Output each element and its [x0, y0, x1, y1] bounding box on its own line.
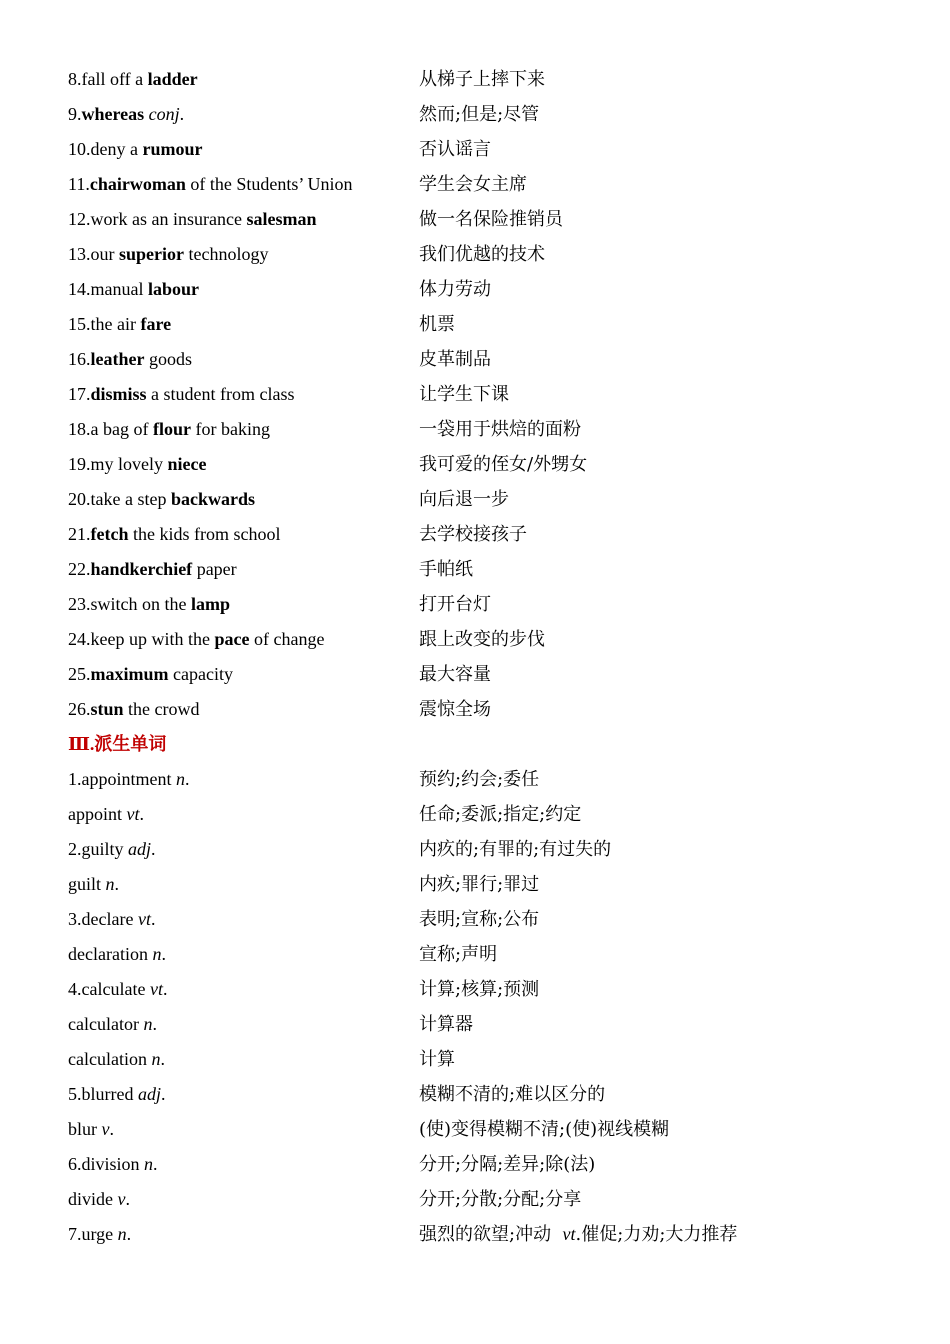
phrase-chinese: 打开台灯	[419, 594, 491, 615]
phrase-english	[68, 692, 200, 727]
part-of-speech: n	[151, 1049, 161, 1069]
vocabulary-list	[68, 62, 898, 1252]
part-of-speech: n	[143, 1014, 153, 1034]
item-number: 19.	[68, 454, 91, 474]
key-word: fare	[140, 314, 172, 334]
derivative-chinese	[419, 867, 539, 902]
phrase-row	[68, 307, 898, 342]
word-text: 3.declare	[68, 909, 138, 929]
phrase-text: the air	[90, 314, 141, 334]
key-word: whereas	[81, 104, 145, 124]
phrase-chinese: 否认谣言	[419, 139, 491, 160]
phrase-row	[68, 447, 898, 482]
pos-period: .	[150, 909, 156, 929]
part-of-speech: v	[101, 1119, 110, 1139]
meaning-text: 计算器	[419, 1014, 473, 1035]
phrase-text: technology	[184, 244, 269, 264]
part-of-speech: vt	[149, 979, 163, 999]
phrase-row	[68, 342, 898, 377]
key-word: handkerchief	[90, 559, 193, 579]
part-of-speech: n	[175, 769, 185, 789]
phrase-text: our	[90, 244, 119, 264]
derivative-chinese	[419, 1217, 737, 1252]
key-word: lamp	[191, 594, 231, 614]
derivative-row	[68, 1042, 898, 1077]
part-of-speech: n	[105, 874, 115, 894]
word-text: declaration	[68, 944, 153, 964]
derivative-english	[68, 1217, 131, 1252]
derivative-row	[68, 832, 898, 867]
phrase-row	[68, 132, 898, 167]
phrase-english	[68, 552, 237, 587]
phrase-chinese: 然而;但是;尽管	[419, 104, 540, 125]
phrase-english	[68, 132, 202, 167]
derivative-chinese	[419, 762, 539, 797]
phrase-text: manual	[90, 279, 148, 299]
phrase-row	[68, 237, 898, 272]
phrase-row	[68, 482, 898, 517]
item-number: 12.	[68, 209, 91, 229]
item-number: 16.	[68, 349, 91, 369]
key-word: leather	[90, 349, 145, 369]
meaning-text: 计算	[419, 1049, 455, 1070]
phrase-row	[68, 167, 898, 202]
item-number: 14.	[68, 279, 91, 299]
key-word: pace	[214, 629, 250, 649]
phrase-chinese: 手帕纸	[419, 559, 473, 580]
phrase-english	[68, 97, 184, 132]
pos-period: .	[161, 1084, 166, 1104]
derivative-english	[68, 832, 156, 867]
meaning-text: (使)变得模糊不清;(使)视线模糊	[419, 1119, 670, 1140]
derivative-row	[68, 1007, 898, 1042]
derivative-chinese	[419, 937, 497, 972]
phrase-text: keep up with the	[90, 629, 215, 649]
item-number: 25.	[68, 664, 91, 684]
phrase-english	[68, 657, 233, 692]
item-number: 24.	[68, 629, 91, 649]
phrase-row	[68, 657, 898, 692]
pos-period: .	[153, 1154, 158, 1174]
word-text: 5.blurred	[68, 1084, 138, 1104]
word-text: guilt	[68, 874, 106, 894]
derivative-row	[68, 1147, 898, 1182]
derivative-row	[68, 797, 898, 832]
item-number: 23.	[68, 594, 91, 614]
pos-period: .	[160, 1049, 165, 1069]
phrase-english	[68, 342, 192, 377]
key-word: ladder	[147, 69, 198, 89]
phrase-chinese: 最大容量	[419, 664, 491, 685]
phrase-text: goods	[144, 349, 192, 369]
pos-period: .	[139, 804, 144, 824]
derivative-row	[68, 972, 898, 1007]
phrase-text: switch on the	[90, 594, 191, 614]
derivative-english	[68, 1182, 130, 1217]
derivative-chinese	[419, 902, 539, 937]
pos-period: .	[125, 1189, 130, 1209]
part-of-speech: adj	[128, 839, 152, 859]
pos-period: .	[161, 944, 166, 964]
phrase-chinese: 体力劳动	[419, 279, 491, 300]
meaning-text: 分开;分散;分配;分享	[419, 1189, 582, 1210]
key-word: niece	[167, 454, 207, 474]
derivative-chinese	[419, 1112, 669, 1147]
section-number: Ⅲ.	[68, 734, 95, 754]
key-word: fetch	[90, 524, 129, 544]
phrase-chinese: 跟上改变的步伐	[419, 629, 545, 650]
part-of-speech: adj	[137, 1084, 161, 1104]
item-number: 8.	[68, 69, 82, 89]
item-number: 21.	[68, 524, 91, 544]
word-text: 2.guilty	[68, 839, 129, 859]
derivative-row	[68, 1112, 898, 1147]
phrase-chinese: 皮革制品	[419, 349, 491, 370]
phrase-row	[68, 692, 898, 727]
derivative-english	[68, 902, 155, 937]
phrase-english	[68, 202, 316, 237]
phrase-english	[68, 482, 255, 517]
section-heading	[68, 727, 898, 762]
phrase-chinese: 从梯子上摔下来	[419, 69, 545, 90]
key-word: dismiss	[90, 384, 147, 404]
phrase-row	[68, 97, 898, 132]
pos-period: .	[162, 979, 168, 999]
derivative-english	[68, 1007, 157, 1042]
derivative-row	[68, 762, 898, 797]
derivative-chinese	[419, 972, 539, 1007]
phrase-row	[68, 622, 898, 657]
section-title: 派生单词	[94, 734, 167, 754]
item-number: 18.	[68, 419, 91, 439]
phrase-english	[68, 447, 206, 482]
item-number: 20.	[68, 489, 91, 509]
derivative-english	[68, 762, 189, 797]
meaning-text: 分开;分隔;差异;除(法)	[419, 1154, 596, 1175]
phrase-chinese: 去学校接孩子	[419, 524, 527, 545]
derivative-chinese	[419, 797, 581, 832]
derivative-chinese	[419, 832, 611, 867]
derivative-chinese	[419, 1077, 605, 1112]
key-word: chairwoman	[89, 174, 186, 194]
derivative-row	[68, 1217, 898, 1252]
word-text: blur	[68, 1119, 102, 1139]
item-number: 26.	[68, 699, 91, 719]
phrase-row	[68, 412, 898, 447]
part-of-speech: vt	[137, 909, 151, 929]
phrase-text: my lovely	[90, 454, 168, 474]
key-word: superior	[119, 244, 184, 264]
phrase-english	[68, 272, 199, 307]
meaning-text: 宣称;声明	[419, 944, 498, 965]
phrase-text: deny a	[90, 139, 143, 159]
phrase-chinese: 一袋用于烘焙的面粉	[419, 419, 581, 440]
phrase-text: for baking	[190, 419, 270, 439]
derivative-row	[68, 1077, 898, 1112]
phrase-row	[68, 552, 898, 587]
item-number: 10.	[68, 139, 91, 159]
part-of-speech: n	[144, 1154, 154, 1174]
phrase-text: capacity	[168, 664, 233, 684]
derivative-english	[68, 867, 119, 902]
part-of-speech: n	[117, 1224, 127, 1244]
pos-period: .	[114, 874, 120, 894]
derivative-english	[68, 1112, 114, 1147]
phrase-text: fall off a	[81, 69, 148, 89]
phrase-chinese: 我可爱的侄女/外甥女	[419, 454, 588, 475]
meaning-text: 表明;宣称;公布	[419, 909, 540, 930]
meaning-text: 模糊不清的;难以区分的	[419, 1084, 606, 1105]
word-text: 7.urge	[68, 1224, 118, 1244]
derivative-chinese	[419, 1147, 595, 1182]
item-number: 22.	[68, 559, 91, 579]
phrase-english	[68, 412, 270, 447]
item-number: 15.	[68, 314, 91, 334]
phrase-english	[68, 167, 353, 202]
derivative-chinese	[419, 1042, 455, 1077]
phrase-text: take a step	[90, 489, 171, 509]
phrase-text: the crowd	[123, 699, 200, 719]
derivative-english	[68, 972, 167, 1007]
meaning-text: 任命;委派;指定;约定	[419, 804, 582, 825]
derivative-english	[68, 1042, 165, 1077]
derivative-english	[68, 1147, 158, 1182]
item-number: 17.	[68, 384, 91, 404]
phrase-text: work as an insurance	[90, 209, 247, 229]
word-text: 1.appointment	[68, 769, 176, 789]
word-text: calculator	[68, 1014, 144, 1034]
key-word: rumour	[142, 139, 203, 159]
word-text: appoint	[68, 804, 127, 824]
part-of-speech: v	[117, 1189, 126, 1209]
key-word: salesman	[246, 209, 317, 229]
phrase-row	[68, 272, 898, 307]
phrase-english	[68, 237, 268, 272]
derivative-row	[68, 937, 898, 972]
phrase-row	[68, 62, 898, 97]
word-text: calculation	[68, 1049, 152, 1069]
word-text: 4.calculate	[68, 979, 150, 999]
key-word: backwards	[170, 489, 255, 509]
phrase-english	[68, 587, 230, 622]
phrase-chinese: 向后退一步	[419, 489, 509, 510]
phrase-text: a student from class	[146, 384, 295, 404]
pos-period: .	[179, 104, 185, 124]
part-of-speech: conj	[148, 104, 180, 124]
phrase-chinese: 做一名保险推销员	[419, 209, 563, 230]
derivative-chinese	[419, 1007, 473, 1042]
key-word: flour	[152, 419, 191, 439]
phrase-chinese: 机票	[419, 314, 455, 335]
part-of-speech: n	[152, 944, 162, 964]
phrase-row	[68, 202, 898, 237]
key-word: labour	[147, 279, 199, 299]
phrase-english	[68, 307, 171, 342]
key-word: maximum	[90, 664, 169, 684]
phrase-text: a bag of	[90, 419, 153, 439]
phrase-row	[68, 377, 898, 412]
pos-period: .	[151, 839, 156, 859]
meaning-text: 强烈的欲望;冲动	[419, 1224, 552, 1245]
phrase-text: the kids from school	[128, 524, 281, 544]
derivative-english	[68, 797, 144, 832]
pos-period: .	[126, 1224, 132, 1244]
derivative-english	[68, 937, 166, 972]
meaning-text: 计算;核算;预测	[419, 979, 540, 1000]
pos-period: .	[109, 1119, 114, 1139]
key-word: stun	[90, 699, 124, 719]
phrase-chinese: 我们优越的技术	[419, 244, 545, 265]
meaning-text: 预约;约会;委任	[419, 769, 540, 790]
phrase-text: of the Students’ Union	[185, 174, 353, 194]
derivative-chinese	[419, 1182, 581, 1217]
item-number: 11.	[68, 174, 90, 194]
phrase-chinese: 震惊全场	[419, 699, 491, 720]
derivative-english	[68, 1077, 166, 1112]
part-of-speech: vt	[562, 1224, 576, 1244]
meaning-text: .催促;力劝;大力推荐	[575, 1224, 738, 1245]
meaning-text: 内疚;罪行;罪过	[419, 874, 540, 895]
pos-period: .	[152, 1014, 157, 1034]
derivative-row	[68, 902, 898, 937]
item-number: 13.	[68, 244, 91, 264]
phrase-row	[68, 587, 898, 622]
derivative-row	[68, 867, 898, 902]
phrase-text: of change	[249, 629, 325, 649]
meaning-text: 内疚的;有罪的;有过失的	[419, 839, 612, 860]
phrase-english	[68, 377, 295, 412]
item-number: 9.	[68, 104, 82, 124]
phrase-english	[68, 517, 280, 552]
phrase-row	[68, 517, 898, 552]
part-of-speech: vt	[126, 804, 140, 824]
phrase-chinese: 让学生下课	[419, 384, 509, 405]
phrase-english	[68, 622, 324, 657]
word-text: 6.division	[68, 1154, 145, 1174]
phrase-chinese: 学生会女主席	[419, 174, 527, 195]
word-text: divide	[68, 1189, 118, 1209]
phrase-english	[68, 62, 198, 97]
pos-period: .	[184, 769, 190, 789]
phrase-text: paper	[192, 559, 237, 579]
derivative-row	[68, 1182, 898, 1217]
